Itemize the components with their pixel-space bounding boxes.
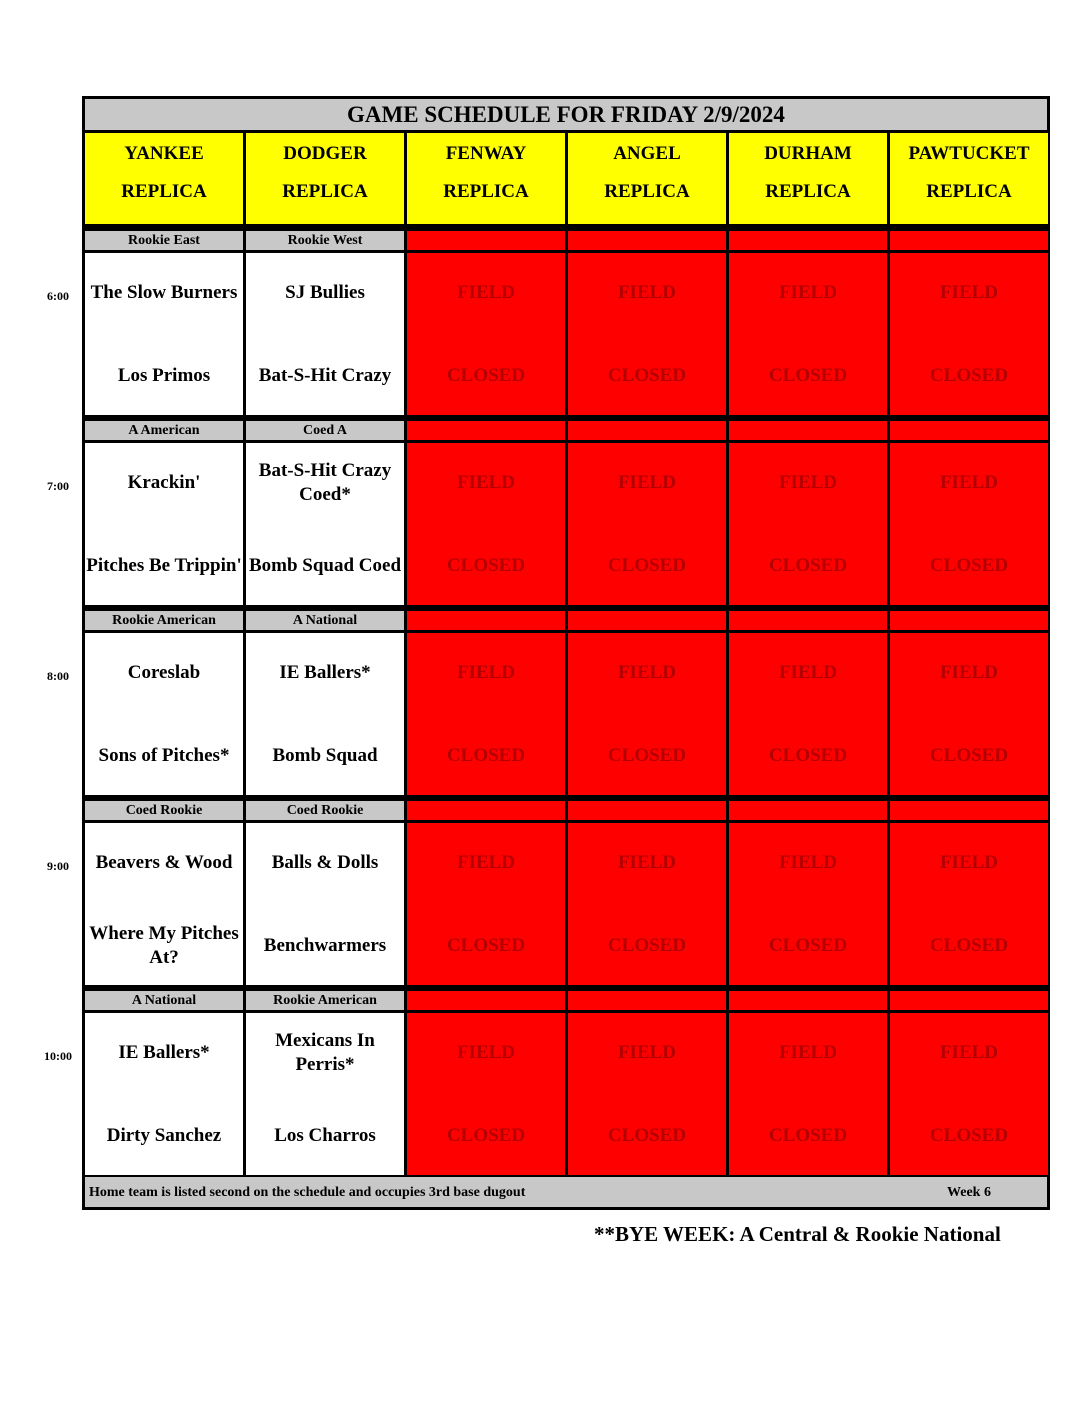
field-closed-label: FIELD <box>939 662 999 683</box>
home-team: Bomb Squad <box>272 745 378 766</box>
closed-field-cell <box>890 1013 1048 1175</box>
field-subtitle: REPLICA <box>443 181 529 202</box>
division-strip-closed <box>890 421 1048 440</box>
field-closed-label: FIELD <box>456 1042 516 1063</box>
field-closed-label: CLOSED <box>929 935 1009 956</box>
division-strip-closed <box>890 801 1048 820</box>
field-closed-label: FIELD <box>617 472 677 493</box>
closed-field-cell <box>407 443 565 605</box>
closed-field-cell <box>407 633 565 795</box>
game-cell <box>246 823 404 985</box>
game-cell <box>85 253 243 415</box>
division-label: Rookie East <box>85 231 243 250</box>
division-label: Rookie American <box>246 991 404 1010</box>
home-team: Sons of Pitches* <box>98 745 230 766</box>
game-cell <box>85 823 243 985</box>
time-label: 10:00 <box>44 1049 72 1063</box>
field-closed-label: FIELD <box>778 662 838 683</box>
field-closed-label: CLOSED <box>607 745 687 766</box>
closed-field-cell <box>890 443 1048 605</box>
field-closed-label: FIELD <box>456 662 516 683</box>
closed-field-cell <box>568 633 726 795</box>
field-header-fenway <box>407 133 565 224</box>
division-label: A National <box>85 991 243 1010</box>
field-subtitle: REPLICA <box>765 181 851 202</box>
field-name: ANGEL <box>613 143 681 164</box>
field-closed-label: FIELD <box>456 472 516 493</box>
division-strip-closed <box>407 611 565 630</box>
closed-field-cell <box>407 1013 565 1175</box>
home-team: Los Primos <box>117 365 211 386</box>
field-closed-label: CLOSED <box>929 365 1009 386</box>
game-cell <box>85 443 243 605</box>
field-closed-label: FIELD <box>778 1042 838 1063</box>
division-strip-closed <box>890 231 1048 250</box>
field-closed-label: CLOSED <box>446 935 526 956</box>
field-closed-label: CLOSED <box>607 935 687 956</box>
closed-field-cell <box>729 633 887 795</box>
division-label: Rookie American <box>85 611 243 630</box>
closed-field-cell <box>890 823 1048 985</box>
division-strip-closed <box>568 421 726 440</box>
time-label: 9:00 <box>47 859 69 873</box>
division-label: Coed A <box>246 421 404 440</box>
field-closed-label: FIELD <box>939 1042 999 1063</box>
division-strip-closed <box>729 421 887 440</box>
field-header-angel <box>568 133 726 224</box>
division-label: Coed Rookie <box>85 801 243 820</box>
field-name: PAWTUCKET <box>908 143 1030 164</box>
away-team: SJ Bullies <box>285 282 365 303</box>
division-strip-closed <box>729 991 887 1010</box>
division-strip-closed <box>407 801 565 820</box>
home-team: Los Charros <box>274 1125 376 1146</box>
division-strip-closed <box>407 421 565 440</box>
field-closed-label: FIELD <box>617 1042 677 1063</box>
division-label: A American <box>85 421 243 440</box>
field-header-dodger <box>246 133 404 224</box>
game-cell <box>246 1013 404 1175</box>
home-team: Dirty Sanchez <box>106 1125 222 1146</box>
schedule-footer <box>85 1177 1047 1207</box>
field-closed-label: FIELD <box>778 472 838 493</box>
field-closed-label: FIELD <box>939 852 999 873</box>
field-closed-label: CLOSED <box>607 1125 687 1146</box>
field-name: DODGER <box>283 143 367 164</box>
closed-field-cell <box>890 633 1048 795</box>
field-subtitle: REPLICA <box>282 181 368 202</box>
closed-field-cell <box>729 823 887 985</box>
field-closed-label: CLOSED <box>446 745 526 766</box>
field-closed-label: CLOSED <box>929 555 1009 576</box>
closed-field-cell <box>407 823 565 985</box>
away-team: Mexicans In Perris* <box>275 1030 375 1075</box>
division-strip-closed <box>890 611 1048 630</box>
field-subtitle: REPLICA <box>121 181 207 202</box>
away-team: Bat-S-Hit Crazy Coed* <box>258 460 392 505</box>
home-team: Pitches Be Trippin' <box>86 555 242 576</box>
field-closed-label: CLOSED <box>768 365 848 386</box>
home-team: Bomb Squad Coed <box>248 555 402 576</box>
field-closed-label: FIELD <box>617 662 677 683</box>
division-label: Coed Rookie <box>246 801 404 820</box>
division-label: Rookie West <box>246 231 404 250</box>
division-strip-closed <box>407 991 565 1010</box>
time-label: 6:00 <box>47 289 69 303</box>
home-team-note: Home team is listed second on the schedule and occupies 3rd base dugout <box>89 1185 526 1200</box>
closed-field-cell <box>729 443 887 605</box>
field-subtitle: REPLICA <box>926 181 1012 202</box>
division-strip-closed <box>407 231 565 250</box>
field-header-yankee <box>85 133 243 224</box>
field-closed-label: FIELD <box>456 282 516 303</box>
away-team: The Slow Burners <box>90 282 238 303</box>
closed-field-cell <box>568 443 726 605</box>
away-team: Beavers & Wood <box>95 852 233 873</box>
away-team: Coreslab <box>127 662 201 683</box>
closed-field-cell <box>890 253 1048 415</box>
time-label: 7:00 <box>47 479 69 493</box>
away-team: IE Ballers* <box>118 1042 210 1063</box>
field-closed-label: CLOSED <box>446 365 526 386</box>
field-closed-label: FIELD <box>617 282 677 303</box>
field-header-pawtucket <box>890 133 1048 224</box>
division-strip-closed <box>729 801 887 820</box>
field-closed-label: CLOSED <box>446 1125 526 1146</box>
division-strip-closed <box>568 801 726 820</box>
field-name: YANKEE <box>124 143 204 164</box>
closed-field-cell <box>729 253 887 415</box>
field-closed-label: CLOSED <box>768 745 848 766</box>
field-closed-label: FIELD <box>939 282 999 303</box>
closed-field-cell <box>568 1013 726 1175</box>
field-closed-label: CLOSED <box>768 555 848 576</box>
game-cell <box>85 1013 243 1175</box>
home-team: Benchwarmers <box>263 935 387 956</box>
closed-field-cell <box>568 253 726 415</box>
game-cell <box>246 253 404 415</box>
closed-field-cell <box>407 253 565 415</box>
division-strip-closed <box>729 231 887 250</box>
division-strip-closed <box>568 231 726 250</box>
schedule-title: GAME SCHEDULE FOR FRIDAY 2/9/2024 <box>85 99 1047 130</box>
division-label: A National <box>246 611 404 630</box>
division-strip-closed <box>890 991 1048 1010</box>
home-team: Where My Pitches At? <box>89 923 239 968</box>
field-closed-label: CLOSED <box>607 365 687 386</box>
away-team: Krackin' <box>127 472 201 493</box>
field-closed-label: FIELD <box>617 852 677 873</box>
field-closed-label: FIELD <box>778 282 838 303</box>
field-closed-label: FIELD <box>456 852 516 873</box>
field-name: FENWAY <box>445 143 527 164</box>
time-label: 8:00 <box>47 669 69 683</box>
week-label: Week 6 <box>947 1185 991 1200</box>
game-cell <box>246 633 404 795</box>
field-closed-label: CLOSED <box>768 1125 848 1146</box>
closed-field-cell <box>568 823 726 985</box>
field-closed-label: FIELD <box>778 852 838 873</box>
away-team: Balls & Dolls <box>271 852 379 873</box>
field-subtitle: REPLICA <box>604 181 690 202</box>
division-strip-closed <box>729 611 887 630</box>
field-name: DURHAM <box>764 143 852 164</box>
game-cell <box>246 443 404 605</box>
bye-week-note: **BYE WEEK: A Central & Rookie National <box>594 1222 1001 1246</box>
division-strip-closed <box>568 991 726 1010</box>
field-closed-label: CLOSED <box>929 745 1009 766</box>
field-header-durham <box>729 133 887 224</box>
home-team: Bat-S-Hit Crazy <box>258 365 392 386</box>
game-cell <box>85 633 243 795</box>
field-closed-label: CLOSED <box>929 1125 1009 1146</box>
field-closed-label: CLOSED <box>446 555 526 576</box>
field-closed-label: CLOSED <box>768 935 848 956</box>
field-closed-label: CLOSED <box>607 555 687 576</box>
schedule-table <box>82 96 1050 1210</box>
field-closed-label: FIELD <box>939 472 999 493</box>
division-strip-closed <box>568 611 726 630</box>
closed-field-cell <box>729 1013 887 1175</box>
away-team: IE Ballers* <box>279 662 371 683</box>
